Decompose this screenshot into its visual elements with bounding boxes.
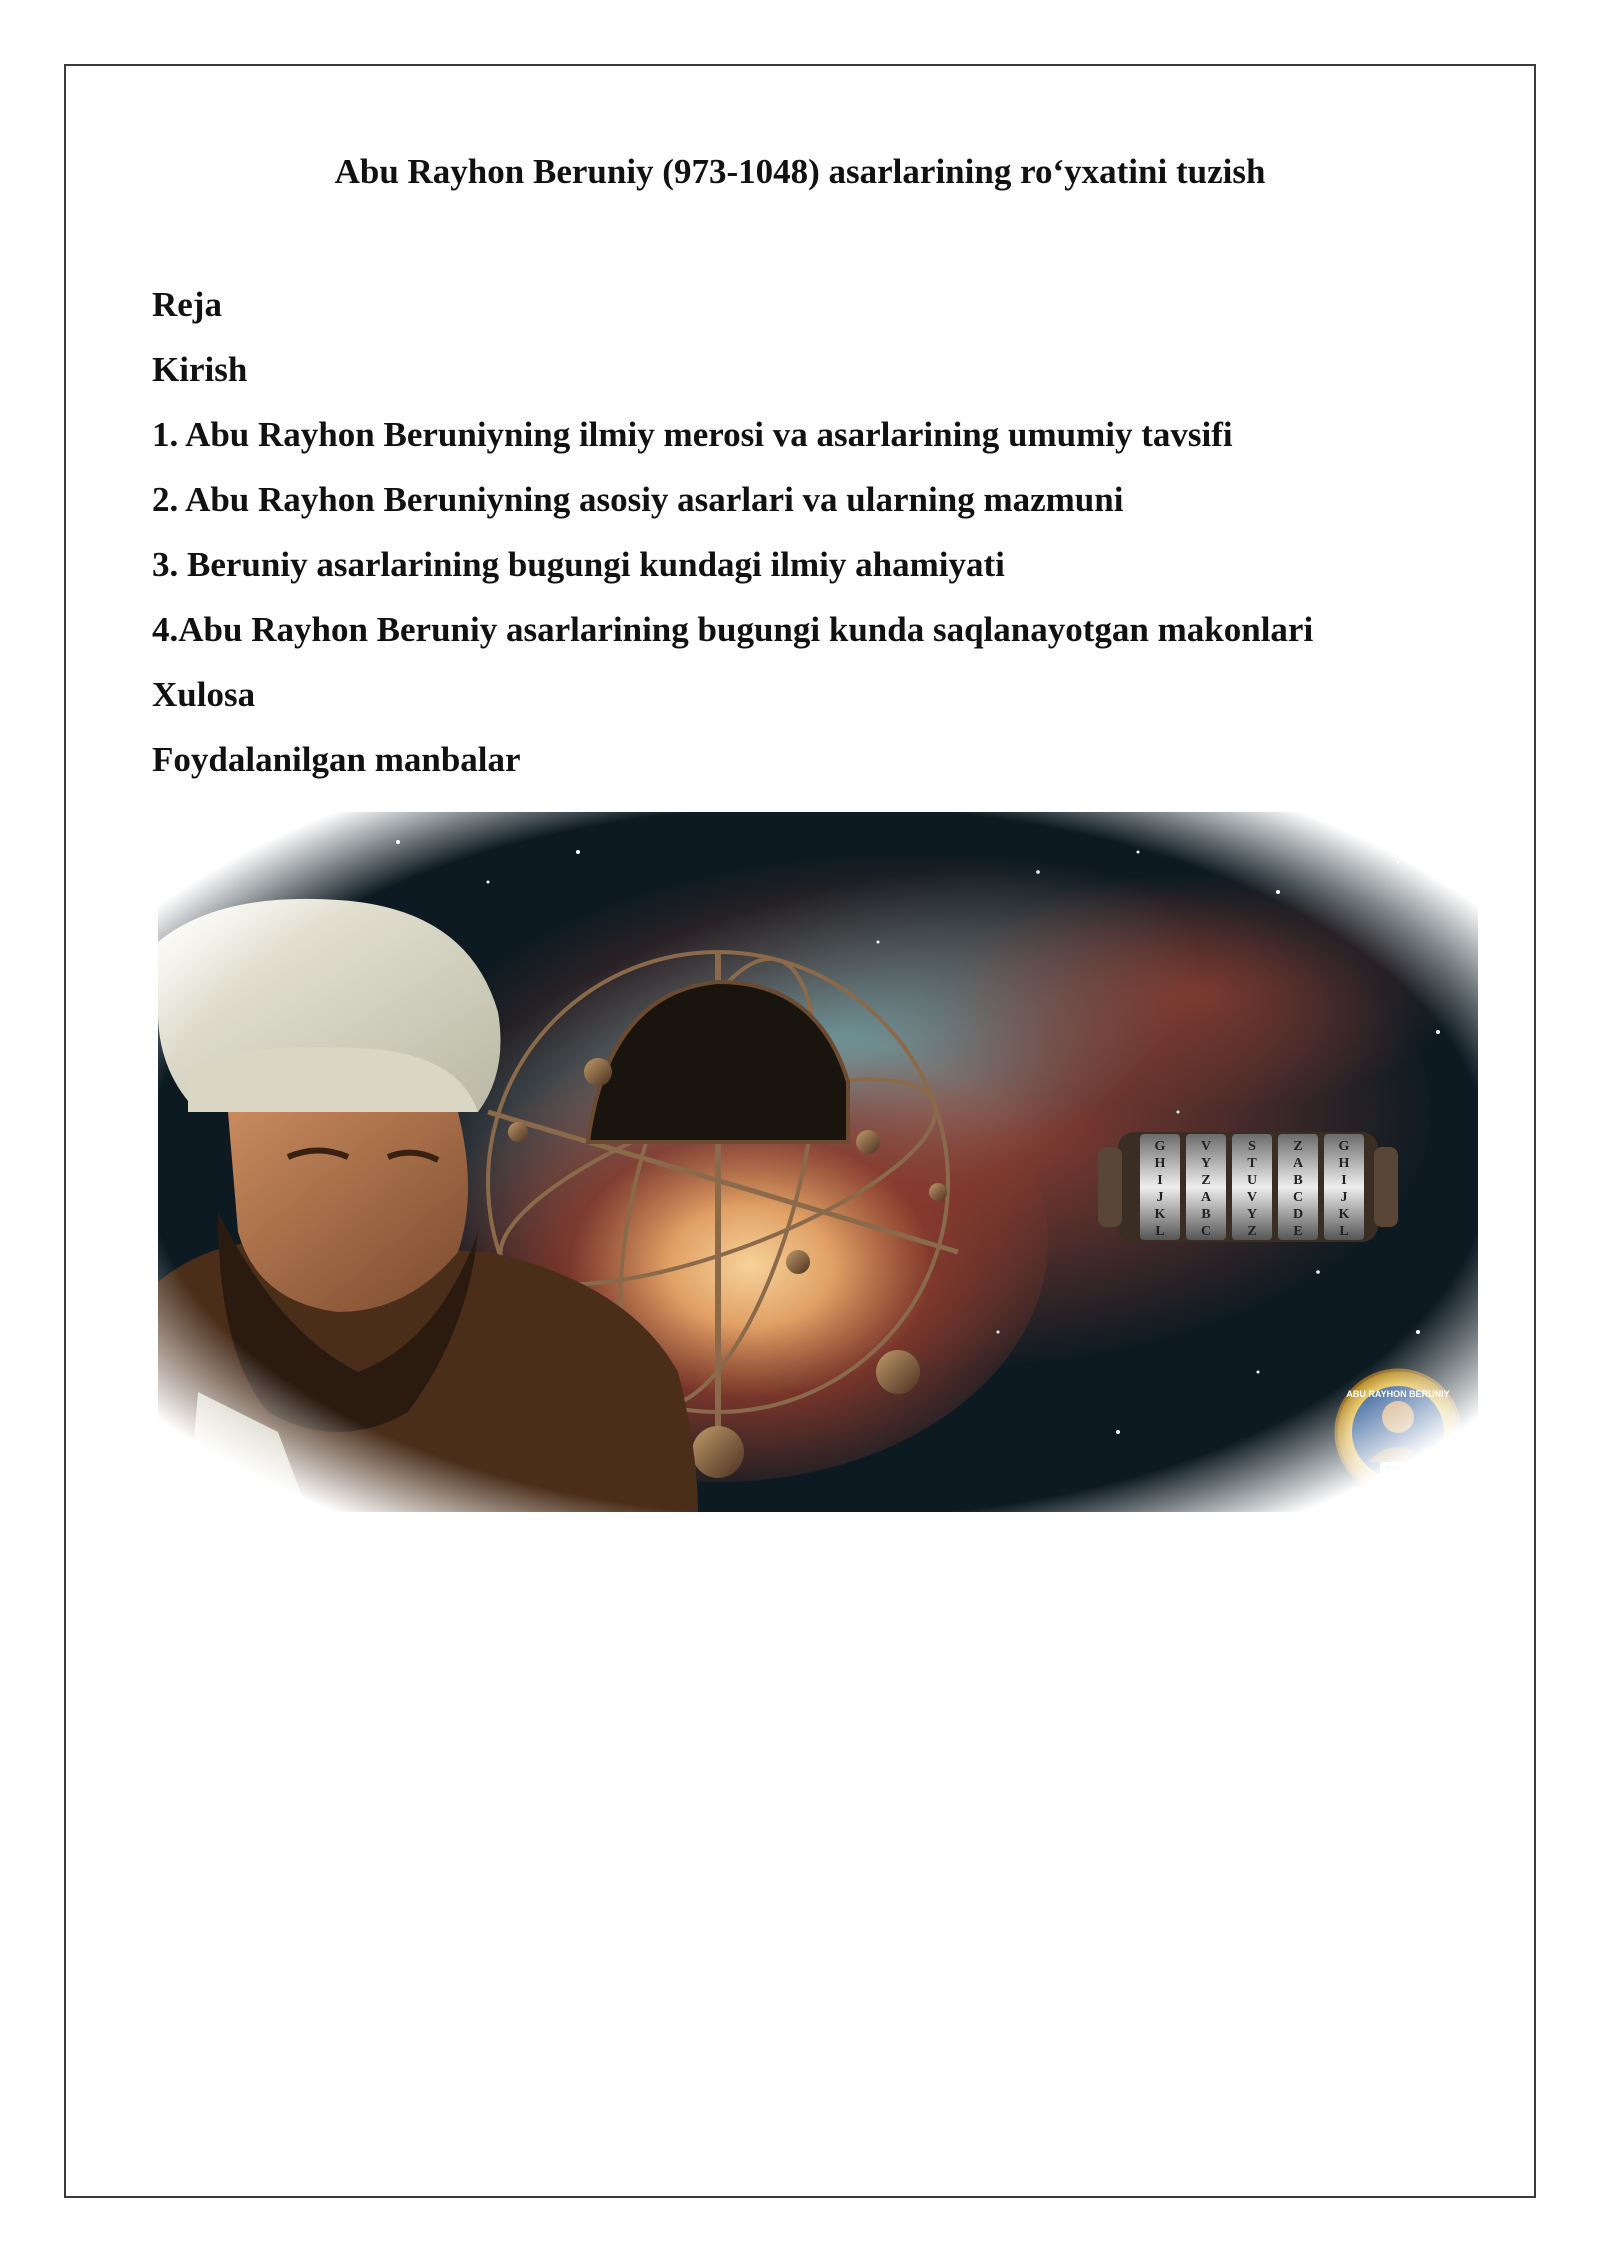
- plan-item-conclusion: Xulosa: [152, 675, 256, 714]
- plan-item-3: 3. Beruniy asarlarining bugungi kundagi ilmiy ahamiyati: [152, 545, 1005, 584]
- plan-heading: Reja: [152, 285, 222, 324]
- document-title: Abu Rayhon Beruniy (973-1048) asarlarining ro‘yxatini tuzish: [334, 152, 1266, 191]
- vignette: [158, 812, 1478, 1512]
- illustration-canvas: [158, 812, 1478, 1512]
- plan-item-1: 1. Abu Rayhon Beruniyning ilmiy merosi va asarlarining umumiy tavsifi: [152, 415, 1233, 454]
- plan-item-4: 4.Abu Rayhon Beruniy asarlarining bugungi kunda saqlanayotgan makonlari: [152, 610, 1314, 649]
- plan-item-2: 2. Abu Rayhon Beruniyning asosiy asarlari va ularning mazmuni: [152, 480, 1124, 519]
- plan-item-introduction: Kirish: [152, 350, 248, 389]
- plan-list: [152, 280, 1512, 800]
- beruniy-illustration: [158, 812, 1478, 1512]
- plan-item-references: Foydalanilgan manbalar: [152, 740, 521, 779]
